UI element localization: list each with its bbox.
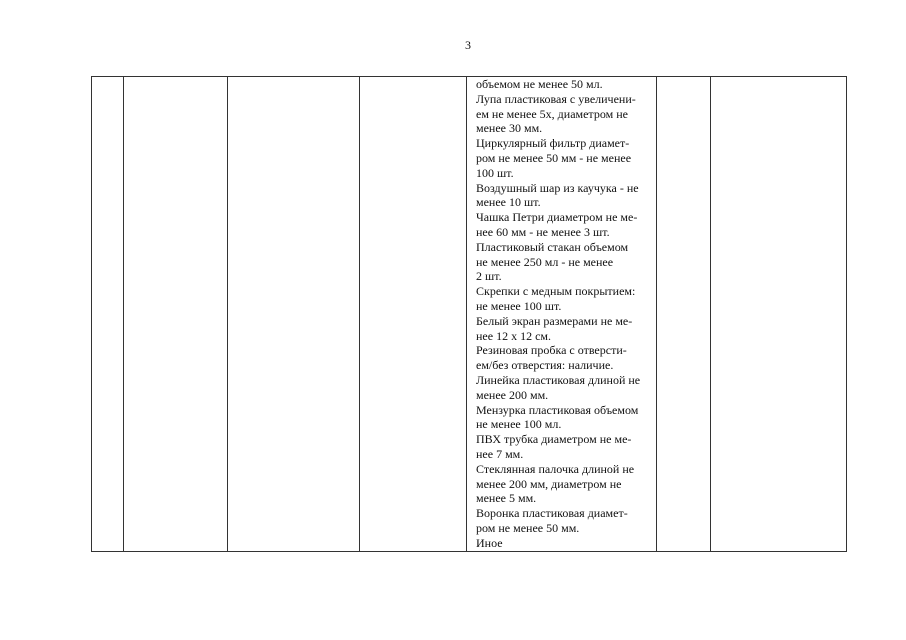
description-line: Резиновая пробка с отверсти- <box>476 343 627 358</box>
table-cell-description <box>467 77 657 552</box>
description-line: Воронка пластиковая диамет- <box>476 506 628 521</box>
description-line: менее 5 мм. <box>476 491 537 506</box>
description-lines <box>476 77 650 551</box>
table-row <box>92 77 847 552</box>
table-cell-col-6 <box>657 77 711 552</box>
description-line: Циркулярный фильтр диамет- <box>476 136 630 151</box>
table-cell-col-1 <box>92 77 124 552</box>
description-line: Лупа пластиковая с увеличени- <box>476 91 636 106</box>
description-line: не менее 250 мл - не менее <box>476 254 614 269</box>
description-line: менее 30 мм. <box>476 121 543 136</box>
description-line: не менее 100 шт. <box>476 298 562 313</box>
description-line: 2 шт. <box>476 269 502 284</box>
description-line: ром не менее 50 мм. <box>476 520 580 535</box>
description-line: Пластиковый стакан объемом <box>476 239 629 254</box>
description-line: 100 шт. <box>476 165 514 180</box>
page-number: 3 <box>465 38 471 52</box>
table-cell-col-2 <box>124 77 228 552</box>
description-line: Чашка Петри диаметром не ме- <box>476 210 638 225</box>
description-line: Иное <box>476 535 503 550</box>
table-cell-col-7 <box>711 77 847 552</box>
description-line: ром не менее 50 мм - не менее <box>476 150 632 165</box>
description-line: объемом не менее 50 мл. <box>476 77 603 91</box>
specification-table <box>91 76 847 552</box>
description-line: нее 7 мм. <box>476 446 524 461</box>
description-line: Стеклянная палочка длиной не <box>476 461 635 476</box>
description-line: менее 200 мм. <box>476 387 549 402</box>
description-line: ПВХ трубка диаметром не ме- <box>476 432 632 447</box>
table-cell-col-3 <box>228 77 360 552</box>
table-cell-col-4 <box>360 77 467 552</box>
description-line: Мензурка пластиковая объемом <box>476 402 639 417</box>
description-line: менее 10 шт. <box>476 195 541 210</box>
description-line: ем не менее 5х, диаметром не <box>476 106 628 121</box>
description-line: Белый экран размерами не ме- <box>476 313 633 328</box>
description-line: не менее 100 мл. <box>476 417 562 432</box>
description-line: Скрепки с медным покрытием: <box>476 284 636 299</box>
description-line: нее 60 мм - не менее 3 шт. <box>476 224 610 239</box>
description-line: Линейка пластиковая длиной не <box>476 372 641 387</box>
description-line: менее 200 мм, диаметром не <box>476 476 622 491</box>
description-line: ем/без отверстия: наличие. <box>476 358 614 373</box>
description-line: Воздушный шар из каучука - не <box>476 180 639 195</box>
description-line: нее 12 х 12 см. <box>476 328 551 343</box>
